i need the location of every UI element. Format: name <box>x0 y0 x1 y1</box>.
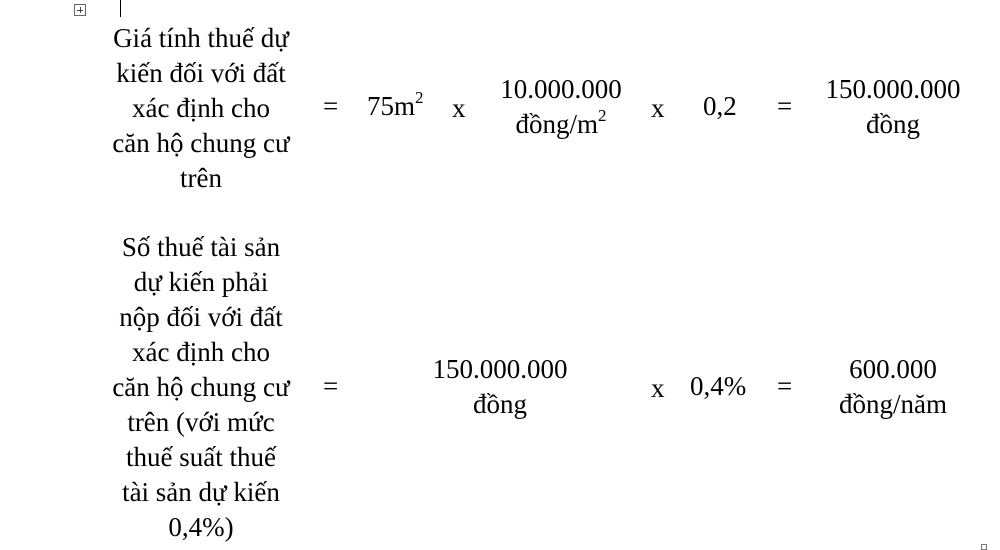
row1-price-line2 <box>482 107 640 145</box>
row1-times-sign: x <box>452 93 466 123</box>
row2-times-sign: x <box>651 373 665 403</box>
row2-label-line: xác định cho <box>132 337 270 367</box>
row1-equals-sign: = <box>323 91 339 121</box>
row1-label-line: Giá tính thuế dự <box>113 23 289 53</box>
row2-base <box>412 352 588 422</box>
row1-area-value: 75m <box>367 91 416 121</box>
row2-label-line: nộp đối với đất <box>119 302 283 332</box>
row1-label-line: xác định cho <box>132 93 270 123</box>
row1-price <box>482 72 640 145</box>
row1-times-sign-2: x <box>651 93 665 123</box>
row2-result <box>815 352 971 422</box>
row2-equals-sign-2: = <box>777 371 793 401</box>
row1-price-line1: 10.000.000 <box>500 74 622 104</box>
row2-base-line2: đồng <box>473 389 527 419</box>
table-resize-handle-icon[interactable] <box>981 544 987 550</box>
row2-result-line2: đồng/năm <box>839 389 947 419</box>
row1-factor: 0,2 <box>703 91 737 121</box>
table-move-handle-icon[interactable] <box>74 4 86 16</box>
row2-label-line: căn hộ chung cư <box>112 372 290 402</box>
row2-label-line: thuế suất thuế <box>126 442 276 472</box>
row1-area <box>367 89 424 127</box>
row2-result-line1: 600.000 <box>849 354 937 384</box>
row1-result-line1: 150.000.000 <box>825 74 961 104</box>
row1-price-exponent: 2 <box>598 106 607 125</box>
row1-equals-sign-2: = <box>777 91 793 121</box>
row2-rate: 0,4% <box>690 371 747 401</box>
row1-label-line: kiến đối với đất <box>116 58 286 88</box>
row1-result <box>810 72 976 142</box>
row2-label <box>88 230 314 545</box>
row2-label-line: trên (với mức <box>127 407 275 437</box>
row1-area-exponent: 2 <box>415 88 424 107</box>
row2-label-line: dự kiến phải <box>133 267 269 297</box>
row1-price-unit: đồng/m <box>515 109 598 139</box>
row2-label-line: 0,4%) <box>168 512 234 542</box>
row2-label-line: tài sản dự kiến <box>122 477 280 507</box>
row2-base-line1: 150.000.000 <box>432 354 568 384</box>
text-cursor <box>120 0 121 17</box>
row2-equals-sign: = <box>323 371 339 401</box>
row1-label-line: căn hộ chung cư <box>112 128 290 158</box>
row1-label <box>88 21 314 196</box>
row1-result-line2: đồng <box>866 109 920 139</box>
row2-label-line: Số thuế tài sản <box>121 232 281 262</box>
row1-label-line: trên <box>180 163 222 193</box>
